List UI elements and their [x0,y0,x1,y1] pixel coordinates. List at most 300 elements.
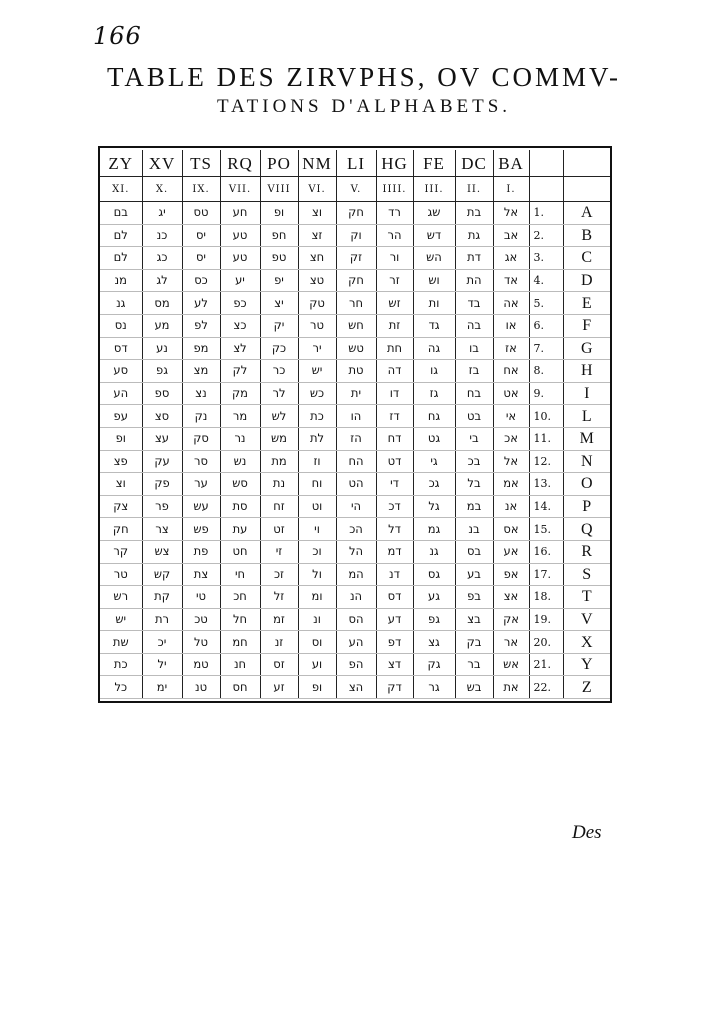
hebrew-pair-cell: גפ [413,608,455,631]
hebrew-pair-cell: ות [413,292,455,315]
hebrew-pair-cell: בו [455,337,493,360]
hebrew-pair-cell: ופ [298,676,336,699]
column-letter-header: HG [376,150,413,177]
hebrew-pair-cell: בם [100,202,142,225]
row-number: 20. [529,631,563,654]
column-letter-header [529,150,563,177]
zirufim-table [98,146,612,703]
hebrew-pair-cell: עפ [100,405,142,428]
table-row [100,202,610,225]
hebrew-pair-cell: חט [220,540,260,563]
hebrew-pair-cell: גו [413,360,455,383]
hebrew-pair-cell: דע [376,608,413,631]
hebrew-pair-cell: וש [413,269,455,292]
hebrew-pair-cell: אר [493,631,529,654]
hebrew-pair-cell: בז [455,360,493,383]
row-latin-letter: E [563,292,610,315]
table-row [100,586,610,609]
column-roman-header: VIII [260,177,298,202]
hebrew-pair-cell: חע [220,202,260,225]
hebrew-pair-cell: פת [182,540,220,563]
commutation-table [100,150,610,699]
hebrew-pair-cell: דש [413,224,455,247]
hebrew-pair-cell: בה [455,314,493,337]
hebrew-pair-cell: חק [336,269,376,292]
hebrew-pair-cell: הל [336,540,376,563]
hebrew-pair-cell: זח [260,495,298,518]
hebrew-pair-cell: אד [493,269,529,292]
hebrew-pair-cell: בנ [455,518,493,541]
hebrew-pair-cell: בס [455,540,493,563]
hebrew-pair-cell: לצ [220,337,260,360]
hebrew-pair-cell: וכ [298,540,336,563]
letter-header-row [100,150,610,177]
hebrew-pair-cell: מת [260,450,298,473]
hebrew-pair-cell: יצ [260,292,298,315]
hebrew-pair-cell: חמ [220,631,260,654]
hebrew-pair-cell: בפ [455,586,493,609]
hebrew-pair-cell: סש [220,473,260,496]
hebrew-pair-cell: אח [493,360,529,383]
hebrew-pair-cell: הע [336,631,376,654]
hebrew-pair-cell: וצ [100,473,142,496]
hebrew-pair-cell: טפ [260,247,298,270]
hebrew-pair-cell: דנ [376,563,413,586]
hebrew-pair-cell: טי [182,586,220,609]
hebrew-pair-cell: יש [100,608,142,631]
row-number: 16. [529,540,563,563]
hebrew-pair-cell: טר [100,563,142,586]
page-subtitle: TATIONS D'ALPHABETS. [216,96,512,117]
hebrew-pair-cell: כפ [220,292,260,315]
hebrew-pair-cell: שג [413,202,455,225]
hebrew-pair-cell: זט [260,518,298,541]
row-latin-letter: P [563,495,610,518]
row-latin-letter: Z [563,676,610,699]
row-latin-letter: Q [563,518,610,541]
hebrew-pair-cell: בד [455,292,493,315]
hebrew-pair-cell: טע [220,247,260,270]
hebrew-pair-cell: גנ [413,540,455,563]
roman-header-row [100,177,610,202]
hebrew-pair-cell: כש [298,382,336,405]
hebrew-pair-cell: סצ [142,405,182,428]
hebrew-pair-cell: צק [100,495,142,518]
hebrew-pair-cell: סר [182,450,220,473]
hebrew-pair-cell: כל [100,676,142,699]
hebrew-pair-cell: וק [336,224,376,247]
hebrew-pair-cell: לת [298,427,336,450]
hebrew-pair-cell: רד [376,202,413,225]
row-latin-letter: S [563,563,610,586]
hebrew-pair-cell: הכ [336,518,376,541]
hebrew-pair-cell: גח [413,405,455,428]
hebrew-pair-cell: לר [260,382,298,405]
hebrew-pair-cell: נק [182,405,220,428]
hebrew-pair-cell: הז [336,427,376,450]
hebrew-pair-cell: אכ [493,427,529,450]
hebrew-pair-cell: דח [376,427,413,450]
hebrew-pair-cell: בט [455,405,493,428]
row-latin-letter: Y [563,653,610,676]
hebrew-pair-cell: זת [376,314,413,337]
hebrew-pair-cell: נש [220,450,260,473]
hebrew-pair-cell: עת [220,518,260,541]
hebrew-pair-cell: אס [493,518,529,541]
hebrew-pair-cell: טת [336,360,376,383]
hebrew-pair-cell: הי [336,495,376,518]
column-roman-header: II. [455,177,493,202]
hebrew-pair-cell: די [376,473,413,496]
hebrew-pair-cell: גפ [142,360,182,383]
column-letter-header: BA [493,150,529,177]
hebrew-pair-cell: טע [220,224,260,247]
row-number: 9. [529,382,563,405]
hebrew-pair-cell: זי [260,540,298,563]
hebrew-pair-cell: ופ [260,202,298,225]
hebrew-pair-cell: בק [455,631,493,654]
hebrew-pair-cell: בע [455,563,493,586]
hebrew-pair-cell: רש [100,586,142,609]
column-letter-header [563,150,610,177]
hebrew-pair-cell: אל [493,450,529,473]
hebrew-pair-cell: יס [182,247,220,270]
hebrew-pair-cell: גר [413,676,455,699]
hebrew-pair-cell: או [493,314,529,337]
hebrew-pair-cell: גט [413,427,455,450]
column-letter-header: NM [298,150,336,177]
column-letter-header: FE [413,150,455,177]
hebrew-pair-cell: הח [336,450,376,473]
hebrew-pair-cell: דצ [376,653,413,676]
hebrew-pair-cell: אפ [493,563,529,586]
hebrew-pair-cell: גל [413,495,455,518]
hebrew-pair-cell: הצ [336,676,376,699]
hebrew-pair-cell: כת [298,405,336,428]
row-latin-letter: X [563,631,610,654]
row-latin-letter: A [563,202,610,225]
row-number: 3. [529,247,563,270]
hebrew-pair-cell: גע [413,586,455,609]
hebrew-pair-cell: אז [493,337,529,360]
table-row [100,292,610,315]
hebrew-pair-cell: יג [142,202,182,225]
hebrew-pair-cell: נע [142,337,182,360]
row-number: 10. [529,405,563,428]
row-latin-letter: C [563,247,610,270]
hebrew-pair-cell: טס [182,202,220,225]
hebrew-pair-cell: גי [413,450,455,473]
column-letter-header: DC [455,150,493,177]
hebrew-pair-cell: קת [142,586,182,609]
hebrew-pair-cell: סע [100,360,142,383]
row-latin-letter: B [563,224,610,247]
hebrew-pair-cell: הת [455,269,493,292]
hebrew-pair-cell: פצ [100,450,142,473]
hebrew-pair-cell: חר [336,292,376,315]
hebrew-pair-cell: וס [298,631,336,654]
hebrew-pair-cell: כת [100,653,142,676]
table-row [100,450,610,473]
hebrew-pair-cell: ונ [298,608,336,631]
hebrew-pair-cell: מר [220,405,260,428]
hebrew-pair-cell: גכ [413,473,455,496]
hebrew-pair-cell: וע [298,653,336,676]
row-number: 6. [529,314,563,337]
hebrew-pair-cell: טצ [298,269,336,292]
table-row [100,631,610,654]
row-latin-letter: V [563,608,610,631]
hebrew-pair-cell: במ [455,495,493,518]
row-number: 4. [529,269,563,292]
hebrew-pair-cell: מס [142,292,182,315]
row-number: 11. [529,427,563,450]
hebrew-pair-cell: ור [376,247,413,270]
table-row [100,427,610,450]
hebrew-pair-cell: הנ [336,586,376,609]
hebrew-pair-cell: הע [100,382,142,405]
hebrew-pair-cell: מפ [182,337,220,360]
hebrew-pair-cell: בכ [455,450,493,473]
hebrew-pair-cell: נצ [182,382,220,405]
hebrew-pair-cell: דכ [376,495,413,518]
hebrew-pair-cell: בח [455,382,493,405]
page-title: TABLE DES ZIRVPHS, OV COMMV- [107,62,621,92]
column-roman-header: V. [336,177,376,202]
hebrew-pair-cell: גצ [413,631,455,654]
hebrew-pair-cell: לפ [182,314,220,337]
hebrew-pair-cell: נת [260,473,298,496]
hebrew-pair-cell: טר [298,314,336,337]
hebrew-pair-cell: גה [413,337,455,360]
column-letter-header: XV [142,150,182,177]
table-row [100,247,610,270]
row-number: 5. [529,292,563,315]
hebrew-pair-cell: הש [413,247,455,270]
hebrew-pair-cell: חצ [298,247,336,270]
hebrew-pair-cell: ספ [142,382,182,405]
row-number: 7. [529,337,563,360]
hebrew-pair-cell: סת [220,495,260,518]
hebrew-pair-cell: הט [336,473,376,496]
hebrew-pair-cell: וז [298,450,336,473]
hebrew-pair-cell: כק [260,337,298,360]
row-number: 17. [529,563,563,586]
hebrew-pair-cell: אג [493,247,529,270]
row-latin-letter: D [563,269,610,292]
row-latin-letter: M [563,427,610,450]
hebrew-pair-cell: מנ [100,269,142,292]
hebrew-pair-cell: זכ [260,563,298,586]
hebrew-pair-cell: חק [100,518,142,541]
hebrew-pair-cell: יס [182,224,220,247]
hebrew-pair-cell: זנ [260,631,298,654]
hebrew-pair-cell: אב [493,224,529,247]
hebrew-pair-cell: בל [455,473,493,496]
column-roman-header [529,177,563,202]
table-row [100,360,610,383]
column-letter-header: TS [182,150,220,177]
hebrew-pair-cell: דל [376,518,413,541]
hebrew-pair-cell: בי [455,427,493,450]
hebrew-pair-cell: חי [220,563,260,586]
hebrew-pair-cell: זק [336,247,376,270]
row-latin-letter: R [563,540,610,563]
hebrew-pair-cell: נר [220,427,260,450]
hebrew-pair-cell: דו [376,382,413,405]
row-latin-letter: H [563,360,610,383]
hebrew-pair-cell: עש [182,495,220,518]
table-row [100,676,610,699]
hebrew-pair-cell: דס [376,586,413,609]
row-number: 8. [529,360,563,383]
row-latin-letter: O [563,473,610,496]
hebrew-pair-cell: יע [220,269,260,292]
hebrew-pair-cell: בש [455,676,493,699]
hebrew-pair-cell: סק [182,427,220,450]
hebrew-pair-cell: זס [260,653,298,676]
hebrew-pair-cell: צר [142,518,182,541]
hebrew-pair-cell: וט [298,495,336,518]
hebrew-pair-cell: כר [260,360,298,383]
hebrew-pair-cell: כצ [220,314,260,337]
row-latin-letter: F [563,314,610,337]
hebrew-pair-cell: אק [493,608,529,631]
row-latin-letter: I [563,382,610,405]
hebrew-pair-cell: צת [182,563,220,586]
hebrew-pair-cell: ול [298,563,336,586]
hebrew-pair-cell: מש [260,427,298,450]
hebrew-pair-cell: וי [298,518,336,541]
hebrew-pair-cell: דת [455,247,493,270]
column-roman-header: XI. [100,177,142,202]
table-row [100,473,610,496]
hebrew-pair-cell: כג [142,247,182,270]
hebrew-pair-cell: גנ [100,292,142,315]
hebrew-pair-cell: לם [100,247,142,270]
page-number: 166 [93,22,142,50]
table-row [100,495,610,518]
hebrew-pair-cell: אש [493,653,529,676]
hebrew-pair-cell: חש [336,314,376,337]
row-number: 18. [529,586,563,609]
hebrew-pair-cell: דט [376,450,413,473]
hebrew-pair-cell: מצ [182,360,220,383]
hebrew-pair-cell: מע [142,314,182,337]
column-letter-header: PO [260,150,298,177]
hebrew-pair-cell: יש [298,360,336,383]
row-number: 12. [529,450,563,473]
row-number: 21. [529,653,563,676]
hebrew-pair-cell: דמ [376,540,413,563]
table-row [100,563,610,586]
hebrew-pair-cell: וצ [298,202,336,225]
hebrew-pair-cell: הו [336,405,376,428]
hebrew-pair-cell: קש [142,563,182,586]
hebrew-pair-cell: חל [220,608,260,631]
hebrew-pair-cell: אמ [493,473,529,496]
hebrew-pair-cell: פק [142,473,182,496]
hebrew-pair-cell: אצ [493,586,529,609]
hebrew-pair-cell: לק [220,360,260,383]
hebrew-pair-cell: זר [376,269,413,292]
hebrew-pair-cell: כס [182,269,220,292]
column-roman-header [563,177,610,202]
column-roman-header: VII. [220,177,260,202]
hebrew-pair-cell: חכ [220,586,260,609]
table-row [100,608,610,631]
hebrew-pair-cell: חס [220,676,260,699]
table-row [100,337,610,360]
hebrew-pair-cell: אל [493,202,529,225]
table-row [100,224,610,247]
column-roman-header: I. [493,177,529,202]
hebrew-pair-cell: רת [142,608,182,631]
hebrew-pair-cell: יכ [142,631,182,654]
hebrew-pair-cell: אע [493,540,529,563]
hebrew-pair-cell: גק [413,653,455,676]
hebrew-pair-cell: לש [260,405,298,428]
catchword: Des [572,822,602,843]
hebrew-pair-cell: הס [336,608,376,631]
hebrew-pair-cell: טש [336,337,376,360]
hebrew-pair-cell: ימ [142,676,182,699]
hebrew-pair-cell: דק [376,676,413,699]
table-row [100,269,610,292]
table-row [100,653,610,676]
table-row [100,540,610,563]
row-number: 22. [529,676,563,699]
hebrew-pair-cell: כנ [142,224,182,247]
hebrew-pair-cell: גמ [413,518,455,541]
hebrew-pair-cell: זצ [298,224,336,247]
hebrew-pair-cell: את [493,676,529,699]
column-letter-header: RQ [220,150,260,177]
column-roman-header: X. [142,177,182,202]
table-row [100,382,610,405]
row-number: 13. [529,473,563,496]
hebrew-pair-cell: נס [100,314,142,337]
column-roman-header: III. [413,177,455,202]
hebrew-pair-cell: זע [260,676,298,699]
hebrew-pair-cell: חת [376,337,413,360]
hebrew-pair-cell: צש [142,540,182,563]
hebrew-pair-cell: ומ [298,586,336,609]
hebrew-pair-cell: דפ [376,631,413,654]
hebrew-pair-cell: בר [455,653,493,676]
hebrew-pair-cell: קר [100,540,142,563]
hebrew-pair-cell: ער [182,473,220,496]
row-latin-letter: N [563,450,610,473]
hebrew-pair-cell: אט [493,382,529,405]
row-number: 2. [529,224,563,247]
hebrew-pair-cell: זל [260,586,298,609]
hebrew-pair-cell: המ [336,563,376,586]
hebrew-pair-cell: יפ [260,269,298,292]
row-latin-letter: G [563,337,610,360]
hebrew-pair-cell: טמ [182,653,220,676]
hebrew-pair-cell: גת [455,224,493,247]
hebrew-pair-cell: ית [336,382,376,405]
hebrew-pair-cell: לם [100,224,142,247]
hebrew-pair-cell: טק [298,292,336,315]
hebrew-pair-cell: לע [182,292,220,315]
hebrew-pair-cell: לג [142,269,182,292]
hebrew-pair-cell: עק [142,450,182,473]
column-roman-header: VI. [298,177,336,202]
hebrew-pair-cell: עצ [142,427,182,450]
hebrew-pair-cell: אי [493,405,529,428]
